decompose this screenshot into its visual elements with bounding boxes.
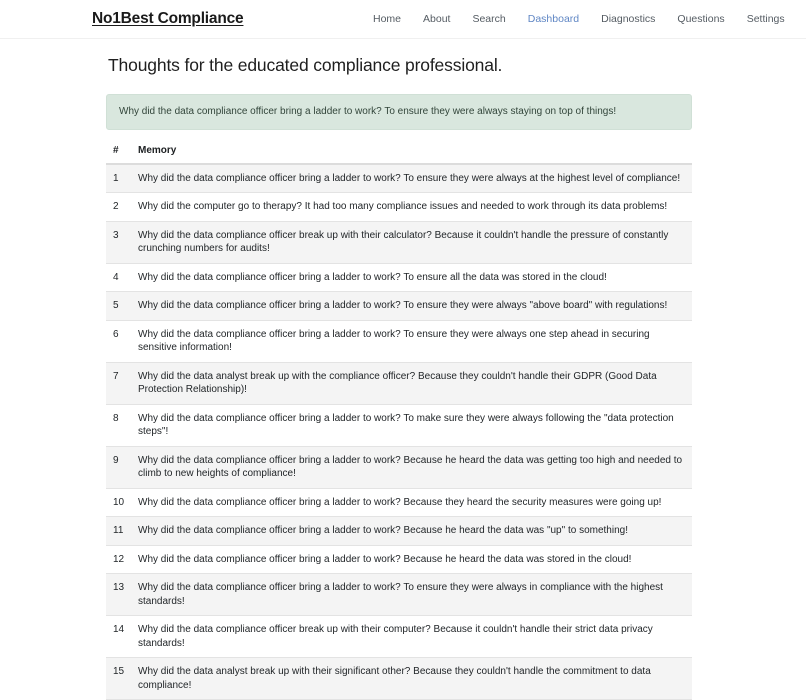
row-memory: Why did the data compliance officer break up with their computer? Because it couldn't handle their strict data privacy standards! <box>132 616 692 658</box>
table-row <box>106 292 692 321</box>
row-memory: Why did the data compliance officer bring a ladder to work? To ensure they were always one step ahead in securing sensitive information! <box>132 320 692 362</box>
table-header-row <box>106 145 692 164</box>
row-memory: Why did the data compliance officer bring a ladder to work? To ensure they were always in compliance with the highest standards! <box>132 574 692 616</box>
memories-table <box>106 145 692 700</box>
table-row <box>106 164 692 193</box>
row-memory: Why did the data compliance officer bring a ladder to work? To ensure they were always at the highest level of compliance! <box>132 164 692 193</box>
nav-link-search[interactable]: Search <box>472 13 505 25</box>
column-header-number: # <box>106 145 132 164</box>
nav-link-questions[interactable]: Questions <box>677 13 724 25</box>
joke-alert: Why did the data compliance officer bring a ladder to work? To ensure they were always staying on top of things! <box>106 94 692 130</box>
row-number: 12 <box>106 545 132 574</box>
nav-link-about[interactable]: About <box>423 13 450 25</box>
row-number: 3 <box>106 221 132 263</box>
nav-link-settings[interactable]: Settings <box>747 13 785 25</box>
row-memory: Why did the data analyst break up with their significant other? Because they couldn't handle the commitment to data compliance! <box>132 658 692 700</box>
table-row <box>106 362 692 404</box>
page-title: Thoughts for the educated compliance professional. <box>108 55 692 76</box>
table-row <box>106 221 692 263</box>
table-row <box>106 488 692 517</box>
table-body <box>106 164 692 700</box>
table-row <box>106 574 692 616</box>
table-head <box>106 145 692 164</box>
row-memory: Why did the data compliance officer bring a ladder to work? To make sure they were always following the "data protection steps"! <box>132 404 692 446</box>
row-number: 15 <box>106 658 132 700</box>
row-number: 11 <box>106 517 132 546</box>
row-number: 5 <box>106 292 132 321</box>
row-memory: Why did the data compliance officer bring a ladder to work? Because he heard the data was "up" to something! <box>132 517 692 546</box>
table-row <box>106 616 692 658</box>
row-number: 14 <box>106 616 132 658</box>
table-row <box>106 517 692 546</box>
nav-link-home[interactable]: Home <box>373 13 401 25</box>
row-memory: Why did the data compliance officer break up with their calculator? Because it couldn't handle the pressure of constantly crunching numbers for audits! <box>132 221 692 263</box>
nav-link-diagnostics[interactable]: Diagnostics <box>601 13 655 25</box>
row-memory: Why did the data compliance officer bring a ladder to work? To ensure they were always "above board" with regulations! <box>132 292 692 321</box>
table-row <box>106 446 692 488</box>
row-memory: Why did the data compliance officer bring a ladder to work? To ensure all the data was stored in the cloud! <box>132 263 692 292</box>
nav-link-dashboard[interactable]: Dashboard <box>528 13 579 25</box>
navbar <box>0 0 806 39</box>
table-row <box>106 193 692 222</box>
row-number: 10 <box>106 488 132 517</box>
row-number: 4 <box>106 263 132 292</box>
row-number: 9 <box>106 446 132 488</box>
row-number: 7 <box>106 362 132 404</box>
table-row <box>106 545 692 574</box>
row-number: 8 <box>106 404 132 446</box>
row-memory: Why did the data compliance officer bring a ladder to work? Because he heard the data was stored in the cloud! <box>132 545 692 574</box>
table-row <box>106 404 692 446</box>
row-memory: Why did the data analyst break up with the compliance officer? Because they couldn't handle their GDPR (Good Data Protection Relationship)! <box>132 362 692 404</box>
column-header-memory: Memory <box>132 145 692 164</box>
table-row <box>106 263 692 292</box>
row-memory: Why did the data compliance officer bring a ladder to work? Because he heard the data was getting too high and needed to climb to new heights of compliance! <box>132 446 692 488</box>
row-number: 1 <box>106 164 132 193</box>
row-number: 6 <box>106 320 132 362</box>
table-row <box>106 658 692 700</box>
brand-logo[interactable]: No1Best Compliance <box>92 10 243 28</box>
row-number: 13 <box>106 574 132 616</box>
row-memory: Why did the computer go to therapy? It had too many compliance issues and needed to work through its data problems! <box>132 193 692 222</box>
page-container <box>106 39 692 700</box>
row-memory: Why did the data compliance officer bring a ladder to work? Because they heard the security measures were going up! <box>132 488 692 517</box>
nav-links <box>373 13 785 25</box>
row-number: 2 <box>106 193 132 222</box>
table-row <box>106 320 692 362</box>
